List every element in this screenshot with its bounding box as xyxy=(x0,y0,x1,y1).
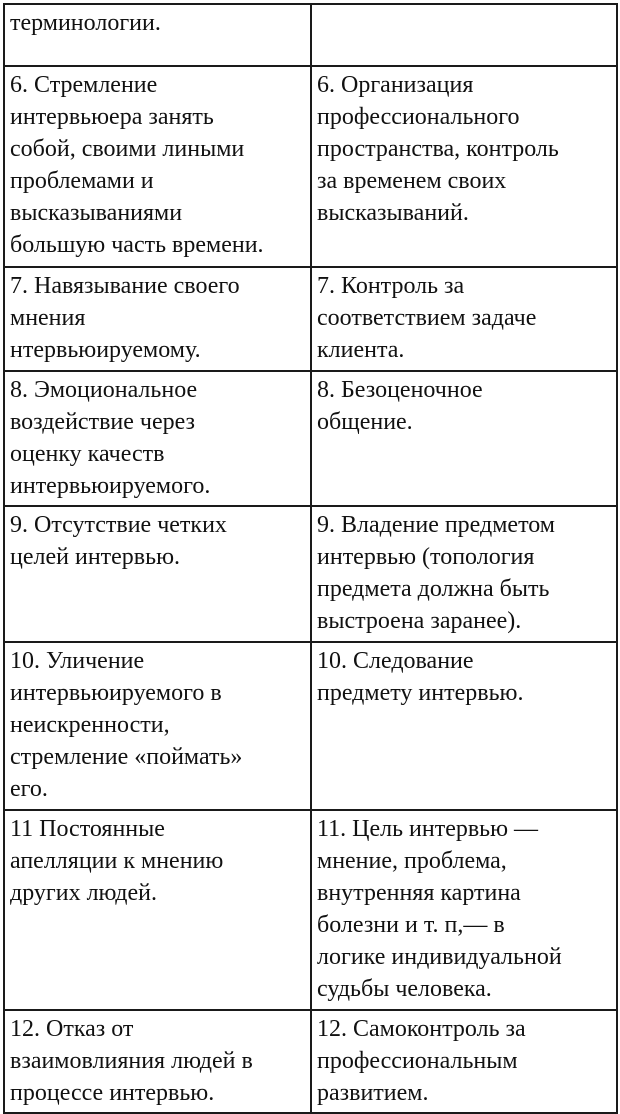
table-row xyxy=(4,1010,617,1113)
table-cell-left: 11 Постоянные апелляции к мнению других людей. xyxy=(4,810,311,1010)
table-row xyxy=(4,267,617,371)
comparison-table xyxy=(3,3,618,1114)
table-row xyxy=(4,642,617,810)
table-row xyxy=(4,810,617,1010)
table-cell-right xyxy=(311,4,617,66)
table-cell-right: 6. Организация профессионального пространства, контроль за временем своих высказываний. xyxy=(311,66,617,267)
table-cell-right: 11. Цель интервью — мнение, проблема, внутренняя картина болезни и т. п,— в логике индивидуальной судьбы человека. xyxy=(311,810,617,1010)
table-cell-right: 8. Безоценочное общение. xyxy=(311,371,617,506)
table-cell-left: 12. Отказ от взаимовлияния людей в процессе интервью. xyxy=(4,1010,311,1113)
table-row xyxy=(4,4,617,66)
table-cell-right: 9. Владение предметом интервью (топология предмета должна быть выстроена заранее). xyxy=(311,506,617,642)
table-cell-right: 7. Контроль за соответствием задаче клиента. xyxy=(311,267,617,371)
table-row xyxy=(4,506,617,642)
table-cell-left: 9. Отсутствие четких целей интервью. xyxy=(4,506,311,642)
table-cell-left: терминологии. xyxy=(4,4,311,66)
table-cell-left: 7. Навязывание своего мнения нтервьюируемому. xyxy=(4,267,311,371)
table-row xyxy=(4,371,617,506)
table-cell-left: 10. Уличение интервьюируемого в неискренности, стремление «поймать» его. xyxy=(4,642,311,810)
table-cell-left: 6. Стремление интервьюера занять собой, своими лиными проблемами и высказываниями большую часть времени. xyxy=(4,66,311,267)
table-row xyxy=(4,66,617,267)
table-cell-left: 8. Эмоциональное воздействие через оценку качеств интервьюируемого. xyxy=(4,371,311,506)
table-cell-right: 12. Самоконтроль за профессиональным развитием. xyxy=(311,1010,617,1113)
table-cell-right: 10. Следование предмету интервью. xyxy=(311,642,617,810)
